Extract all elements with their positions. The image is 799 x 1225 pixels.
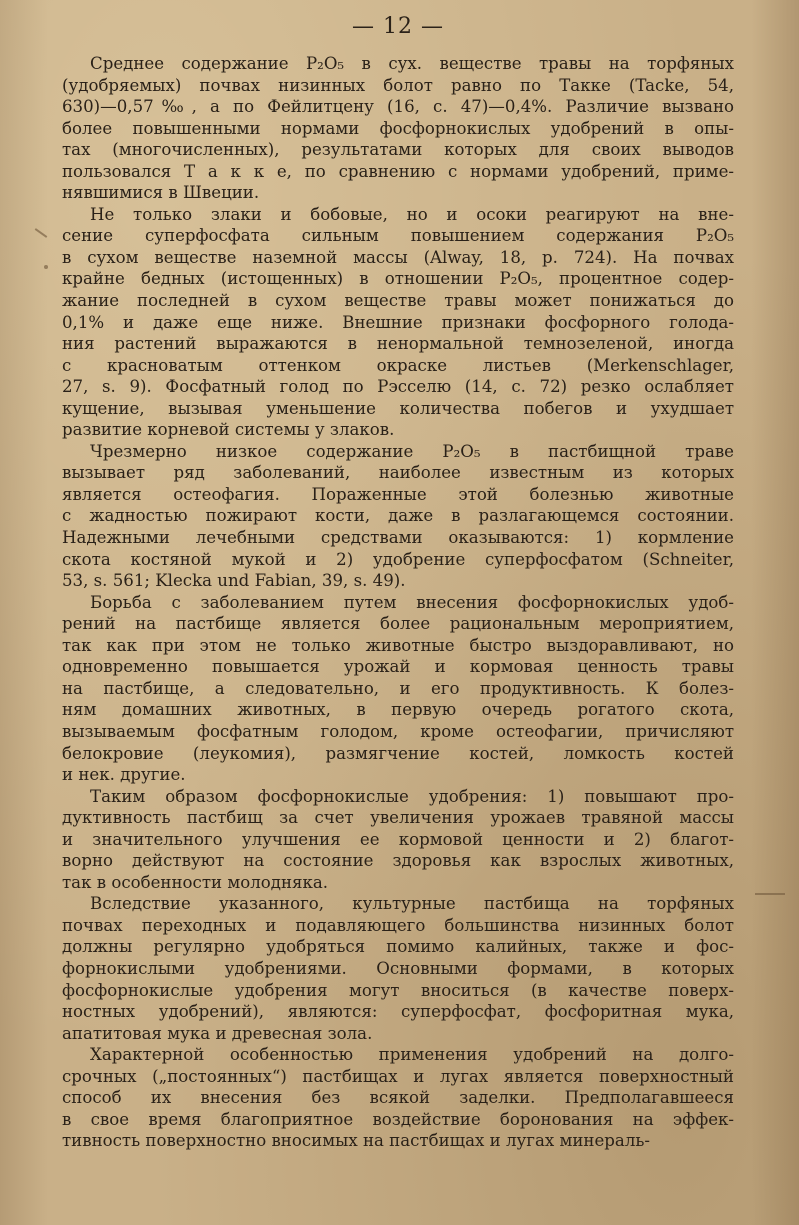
paragraph: [62, 786, 734, 894]
text-line: Чрезмерно низкое содержание P₂O₅ в пастбищной траве: [90, 441, 734, 461]
text-line: и нек. другие.: [62, 765, 186, 785]
text-line: дуктивность пастбищ за счет увеличения урожаев травяной массы: [62, 808, 734, 828]
text-line: ням домашних животных, в первую очередь рогатого скота,: [62, 700, 734, 720]
paragraph: [62, 893, 734, 1044]
text-line: одновременно повышается урожай и кормовая ценность травы: [62, 657, 734, 677]
text-line: 0,1% и даже еще ниже. Внешние признаки фосфорного голода-: [62, 312, 734, 332]
margin-mark: [35, 228, 48, 238]
text-line: 630)—0,57‰, а по Фейлитцену (16, с. 47)—0,4%. Различие вызвано: [62, 97, 734, 117]
paragraph: [62, 592, 734, 786]
text-line: форнокислыми удобрениями. Основными формами, в которых: [62, 958, 734, 978]
text-line: вызывает ряд заболеваний, наиболее известным из которых: [62, 463, 734, 483]
text-line: Характерной особенностью применения удобрений на долго-: [90, 1045, 734, 1065]
text-line: Борьба с заболеванием путем внесения фосфорнокислых удоб-: [90, 592, 734, 612]
text-line: Таким образом фосфорнокислые удобрения: 1) повышают про-: [90, 786, 734, 806]
text-line: с жадностью пожирают кости, даже в разлагающемся состоянии.: [62, 506, 734, 526]
text-line: белокровие (леукомия), размягчение костей, ломкость костей: [62, 743, 734, 763]
text-line: Не только злаки и бобовые, но и осоки реагируют на вне-: [90, 204, 734, 224]
text-line: в сухом веществе наземной массы (Alway, 18, p. 724). На почвах: [62, 247, 734, 267]
document-page: [62, 14, 734, 1152]
text-line: Вследствие указанного, культурные пастбища на торфяных: [90, 894, 734, 914]
paragraph: [62, 204, 734, 441]
text-line: нявшимися в Швеции.: [62, 183, 260, 203]
text-line: (удобряемых) почвах низинных болот равно по Такке (Tacke, 54,: [62, 75, 734, 95]
text-line: скота костяной мукой и 2) удобрение суперфосфатом (Schneiter,: [62, 549, 734, 569]
text-line: в свое время благоприятное воздействие боронования на эффек-: [62, 1109, 734, 1129]
text-line: крайне бедных (истощенных) в отношении P₂O₅, процентное содер-: [62, 269, 734, 289]
text-line: фосфорнокислые удобрения могут вноситься (в качестве поверх-: [62, 980, 734, 1000]
paragraph: [62, 53, 734, 204]
page-number: — 12 —: [352, 14, 444, 39]
body-text: [62, 53, 734, 1152]
text-line: 53, s. 561; Klecka und Fabian, 39, s. 49).: [62, 571, 406, 591]
text-line: должны регулярно удобряться помимо калийных, также и фос-: [62, 937, 734, 957]
text-line: Надежными лечебными средствами оказываются: 1) кормление: [62, 528, 734, 548]
text-line: ния растений выражаются в ненормальной темнозеленой, иногда: [62, 334, 734, 354]
text-line: почвах переходных и подавляющего большинства низинных болот: [62, 915, 734, 935]
text-line: развитие корневой системы у злаков.: [62, 420, 395, 440]
text-line: срочных („постоянных“) пастбищах и лугах является поверхностный: [62, 1066, 734, 1086]
text-line: тивность поверхностно вносимых на пастбищах и лугах минераль-: [62, 1131, 651, 1151]
text-line: и значительного улучшения ее кормовой ценности и 2) благот-: [62, 829, 734, 849]
text-line: так как при этом не только животные быстро выздоравливают, но: [62, 635, 734, 655]
text-line: ностных удобрений), являются: суперфосфат, фосфоритная мука,: [62, 1002, 734, 1022]
text-line: жание последней в сухом веществе травы может понижаться до: [62, 291, 734, 311]
text-line: является остеофагия. Пораженные этой болезнью животные: [62, 484, 734, 504]
text-line: вызываемым фосфатным голодом, кроме остеофагии, причисляют: [62, 721, 734, 741]
text-line: кущение, вызывая уменьшение количества побегов и ухудшает: [62, 398, 734, 418]
text-line: пользовался Т а к к е, по сравнению с нормами удобрений, приме-: [62, 161, 734, 181]
text-line: тах (многочисленных), результатами которых для своих выводов: [62, 140, 734, 160]
text-line: так в особенности молодняка.: [62, 872, 329, 892]
text-line: на пастбище, а следовательно, и его продуктивность. К болез-: [62, 678, 734, 698]
text-line: ворно действуют на состояние здоровья как взрослых животных,: [62, 851, 734, 871]
text-line: более повышенными нормами фосфорнокислых удобрений в опы-: [62, 118, 734, 138]
text-line: 27, s. 9). Фосфатный голод по Рэсселю (14, с. 72) резко ослабляет: [62, 377, 734, 397]
text-line: рений на пастбище является более рациональным мероприятием,: [62, 614, 734, 634]
text-line: способ их внесения без всякой заделки. Предполагавшееся: [62, 1088, 734, 1108]
text-line: Среднее содержание P₂O₅ в сух. веществе травы на торфяных: [90, 54, 734, 73]
paragraph: [62, 1044, 734, 1152]
margin-mark: [755, 893, 785, 895]
text-line: сение суперфосфата сильным повышением содержания P₂O₅: [62, 226, 734, 246]
text-line: апатитовая мука и древесная зола.: [62, 1023, 373, 1043]
text-line: с красноватым оттенком окраске листьев (Merkenschlager,: [62, 355, 734, 375]
paragraph: [62, 441, 734, 592]
margin-mark: [44, 265, 48, 269]
